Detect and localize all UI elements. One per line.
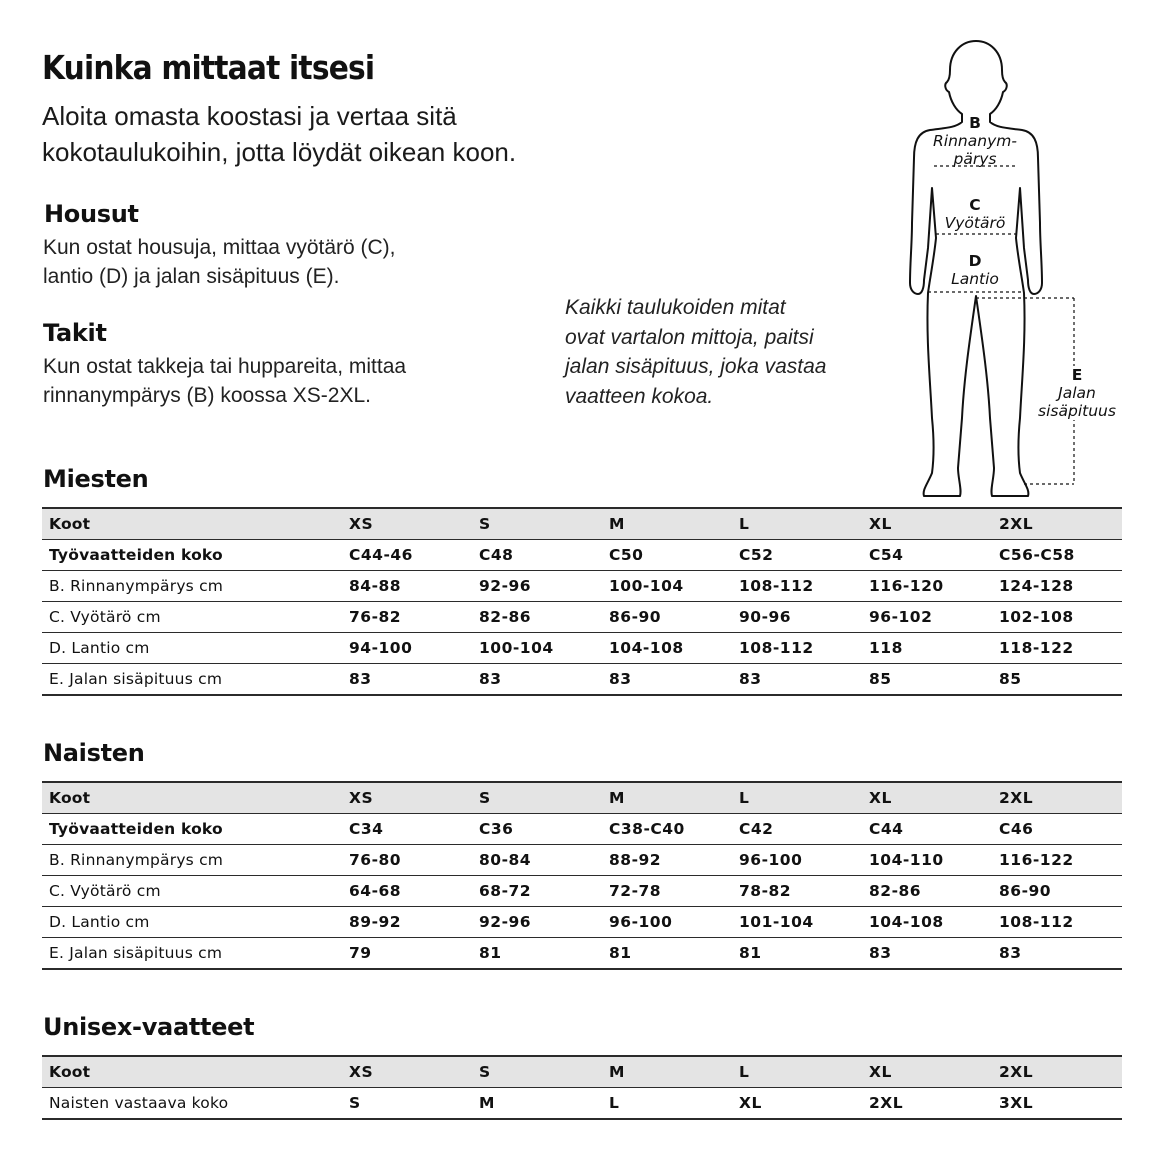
table-cell: 72-78: [602, 876, 732, 907]
table-cell: S: [472, 782, 602, 814]
table-cell: 85: [992, 664, 1122, 696]
table-cell: 2XL: [992, 782, 1122, 814]
table-cell: 78-82: [732, 876, 862, 907]
row-label: Työvaatteiden koko: [42, 814, 342, 845]
table-cell: 101-104: [732, 907, 862, 938]
table-cell: 96-102: [862, 602, 992, 633]
table-cell: S: [472, 1056, 602, 1088]
table-cell: 85: [862, 664, 992, 696]
table-row: [42, 814, 1122, 845]
table-cell: 96-100: [732, 845, 862, 876]
table-cell: C54: [862, 540, 992, 571]
table-row: [42, 633, 1122, 664]
table-cell: C44: [862, 814, 992, 845]
table-cell: 116-120: [862, 571, 992, 602]
table-cell: 88-92: [602, 845, 732, 876]
table-cell: 89-92: [342, 907, 472, 938]
takit-line: Kun ostat takkeja tai huppareita, mittaa: [43, 355, 407, 378]
table-cell: 104-110: [862, 845, 992, 876]
table-cell: 92-96: [472, 571, 602, 602]
table-cell: 3XL: [992, 1088, 1122, 1120]
women-heading: Naisten: [43, 739, 145, 767]
table-cell: XS: [342, 508, 472, 540]
label-d-letter: D: [968, 252, 982, 270]
table-row: [42, 907, 1122, 938]
table-cell: M: [472, 1088, 602, 1120]
table-cell: 124-128: [992, 571, 1122, 602]
table-row: [42, 845, 1122, 876]
table-cell: S: [342, 1088, 472, 1120]
measurement-note: [565, 293, 885, 411]
note-line: ovat vartalon mittoja, paitsi: [565, 325, 814, 349]
table-cell: M: [602, 1056, 732, 1088]
table-cell: 82-86: [862, 876, 992, 907]
table-cell: 94-100: [342, 633, 472, 664]
table-cell: 92-96: [472, 907, 602, 938]
intro-text: [42, 98, 662, 170]
row-label: C. Vyötärö cm: [42, 876, 342, 907]
table-cell: C44-46: [342, 540, 472, 571]
row-label: C. Vyötärö cm: [42, 602, 342, 633]
label-e-text2: sisäpituus: [1038, 402, 1116, 420]
housut-text: [43, 233, 503, 291]
table-row: [42, 1056, 1122, 1088]
table-cell: 104-108: [862, 907, 992, 938]
row-label: B. Rinnanympärys cm: [42, 845, 342, 876]
takit-line: rinnanympärys (B) koossa XS-2XL.: [43, 384, 371, 407]
table-cell: S: [472, 508, 602, 540]
table-cell: 108-112: [732, 571, 862, 602]
label-e-text: Jalan: [1058, 384, 1096, 402]
table-cell: 83: [472, 664, 602, 696]
table-cell: 81: [602, 938, 732, 970]
table-cell: C48: [472, 540, 602, 571]
table-cell: C50: [602, 540, 732, 571]
table-cell: 108-112: [992, 907, 1122, 938]
row-label: B. Rinnanympärys cm: [42, 571, 342, 602]
label-b-letter: B: [969, 114, 981, 132]
table-cell: 116-122: [992, 845, 1122, 876]
figure-label-e: [1030, 366, 1124, 420]
table-cell: 76-80: [342, 845, 472, 876]
table-cell: 83: [602, 664, 732, 696]
label-c-letter: C: [969, 196, 981, 214]
table-cell: 76-82: [342, 602, 472, 633]
label-c-text: Vyötärö: [944, 214, 1006, 232]
takit-heading: Takit: [43, 319, 107, 347]
men-heading: Miesten: [43, 465, 149, 493]
row-label: Naisten vastaava koko: [42, 1088, 342, 1120]
label-d-text: Lantio: [951, 270, 999, 288]
table-cell: C56-C58: [992, 540, 1122, 571]
table-cell: 90-96: [732, 602, 862, 633]
table-cell: 83: [342, 664, 472, 696]
table-cell: L: [732, 782, 862, 814]
takit-text: [43, 352, 503, 410]
table-cell: L: [732, 1056, 862, 1088]
table-cell: 64-68: [342, 876, 472, 907]
table-cell: C38-C40: [602, 814, 732, 845]
table-cell: 100-104: [602, 571, 732, 602]
table-cell: 83: [992, 938, 1122, 970]
table-row: [42, 782, 1122, 814]
label-e-letter: E: [1071, 366, 1083, 384]
table-cell: M: [602, 782, 732, 814]
figure-label-c: [930, 196, 1020, 232]
table-cell: C42: [732, 814, 862, 845]
table-cell: 2XL: [992, 1056, 1122, 1088]
table-cell: 79: [342, 938, 472, 970]
table-cell: 83: [862, 938, 992, 970]
table-cell: 104-108: [602, 633, 732, 664]
table-cell: C52: [732, 540, 862, 571]
row-label: Koot: [42, 1056, 342, 1088]
note-line: Kaikki taulukoiden mitat: [565, 296, 786, 319]
table-row: [42, 571, 1122, 602]
table-cell: 86-90: [602, 602, 732, 633]
intro-line: Aloita omasta koostasi ja vertaa sitä: [42, 101, 457, 131]
table-cell: M: [602, 508, 732, 540]
page-title: Kuinka mittaat itsesi: [42, 48, 375, 87]
table-row: [42, 876, 1122, 907]
table-cell: 102-108: [992, 602, 1122, 633]
table-cell: C34: [342, 814, 472, 845]
table-cell: L: [602, 1088, 732, 1120]
table-cell: 80-84: [472, 845, 602, 876]
table-cell: 96-100: [602, 907, 732, 938]
table-row: [42, 938, 1122, 970]
table-cell: 118: [862, 633, 992, 664]
table-row: [42, 602, 1122, 633]
table-cell: XL: [732, 1088, 862, 1120]
table-row: [42, 540, 1122, 571]
label-b-text: Rinnanym-: [933, 132, 1017, 150]
table-cell: C46: [992, 814, 1122, 845]
row-label: E. Jalan sisäpituus cm: [42, 664, 342, 696]
housut-line: lantio (D) ja jalan sisäpituus (E).: [43, 265, 340, 288]
table-cell: 81: [732, 938, 862, 970]
table-cell: 84-88: [342, 571, 472, 602]
table-cell: 81: [472, 938, 602, 970]
note-line: jalan sisäpituus, joka vastaa: [565, 355, 827, 378]
row-label: D. Lantio cm: [42, 633, 342, 664]
table-cell: 83: [732, 664, 862, 696]
table-cell: 108-112: [732, 633, 862, 664]
row-label: E. Jalan sisäpituus cm: [42, 938, 342, 970]
row-label: Työvaatteiden koko: [42, 540, 342, 571]
men-size-table: [42, 507, 1122, 696]
table-cell: 2XL: [992, 508, 1122, 540]
table-cell: XS: [342, 782, 472, 814]
table-cell: XL: [862, 1056, 992, 1088]
table-cell: 68-72: [472, 876, 602, 907]
table-cell: 100-104: [472, 633, 602, 664]
row-label: Koot: [42, 782, 342, 814]
row-label: D. Lantio cm: [42, 907, 342, 938]
unisex-size-table: [42, 1055, 1122, 1120]
table-cell: XS: [342, 1056, 472, 1088]
label-b-text2: pärys: [953, 150, 997, 168]
table-cell: 118-122: [992, 633, 1122, 664]
row-label: Koot: [42, 508, 342, 540]
table-row: [42, 664, 1122, 696]
housut-heading: Housut: [44, 200, 139, 228]
table-cell: C36: [472, 814, 602, 845]
table-cell: 86-90: [992, 876, 1122, 907]
table-row: [42, 508, 1122, 540]
figure-label-d: [930, 252, 1020, 288]
figure-label-b: [920, 114, 1030, 168]
table-cell: 2XL: [862, 1088, 992, 1120]
table-cell: XL: [862, 508, 992, 540]
housut-line: Kun ostat housuja, mittaa vyötärö (C),: [43, 236, 396, 259]
table-cell: XL: [862, 782, 992, 814]
unisex-heading: Unisex-vaatteet: [43, 1013, 255, 1041]
table-row: [42, 1088, 1122, 1120]
table-cell: L: [732, 508, 862, 540]
table-cell: 82-86: [472, 602, 602, 633]
women-size-table: [42, 781, 1122, 970]
intro-line: kokotaulukoihin, jotta löydät oikean koon.: [42, 137, 517, 167]
note-line: vaatteen kokoa.: [565, 384, 714, 408]
